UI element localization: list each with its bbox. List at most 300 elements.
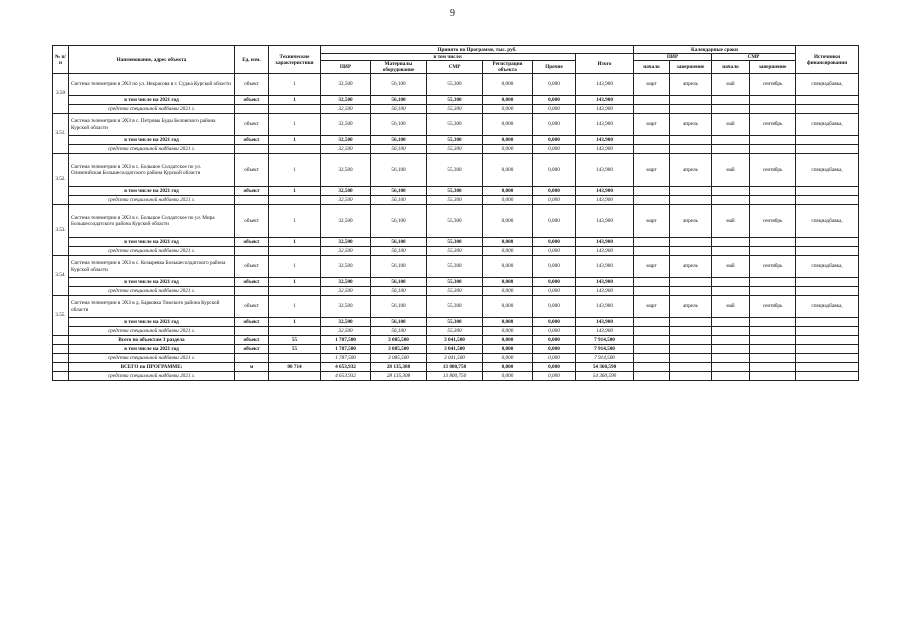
empty-cell <box>712 345 750 354</box>
empty-cell <box>796 145 859 154</box>
subtotal-label: в том числе на 2021 год <box>69 278 235 287</box>
subtotal-value: 0,000 <box>533 238 576 247</box>
empty-cell <box>750 96 796 105</box>
empty-cell <box>712 336 750 345</box>
empty-cell <box>796 354 859 363</box>
fund-value: 143,900 <box>576 145 634 154</box>
empty-cell <box>750 136 796 145</box>
page-number: 9 <box>450 8 455 19</box>
empty-cell <box>235 196 269 205</box>
smr-end-month: сентябрь <box>750 205 796 238</box>
pir-value: 32,500 <box>321 256 371 278</box>
empty-cell <box>670 238 712 247</box>
empty-cell <box>796 327 859 336</box>
total-value: 0,000 <box>483 345 533 354</box>
table-row-subtotal <box>53 238 859 247</box>
row-number: 3.51. <box>53 114 69 154</box>
pir-start-month: март <box>634 256 670 278</box>
empty-cell <box>634 363 670 372</box>
row-number: 3.52. <box>53 154 69 205</box>
empty-cell <box>235 105 269 114</box>
fund-value: 56,100 <box>371 105 427 114</box>
table-row-fund <box>53 105 859 114</box>
pir-value: 32,500 <box>321 74 371 96</box>
subtotal-value: 143,900 <box>576 278 634 287</box>
empty-cell <box>634 238 670 247</box>
table-row <box>53 114 859 136</box>
subtotal-value: 0,000 <box>533 136 576 145</box>
table-row <box>53 154 859 187</box>
empty-cell <box>796 105 859 114</box>
subtotal-value: 32,500 <box>321 187 371 196</box>
empty-cell <box>634 105 670 114</box>
empty-cell <box>712 372 750 381</box>
fund-value: 55,300 <box>427 145 483 154</box>
pir-value: 32,500 <box>321 114 371 136</box>
subtotal-value: 143,900 <box>576 238 634 247</box>
header-pir-end: завершение <box>670 61 712 74</box>
total-label: Всего по объектам 3 раздела <box>69 336 235 345</box>
empty-cell <box>796 187 859 196</box>
header-smr-end: завершение <box>750 61 796 74</box>
empty-cell <box>269 145 321 154</box>
empty-cell <box>712 318 750 327</box>
empty-cell <box>269 327 321 336</box>
total-label: в том числе на 2021 год <box>69 345 235 354</box>
tech-cell: 1 <box>269 74 321 96</box>
empty-cell <box>750 363 796 372</box>
total-value: 143,900 <box>576 256 634 278</box>
empty-cell <box>750 287 796 296</box>
table-row-total <box>53 363 859 372</box>
header-including: в том числе: <box>321 54 576 61</box>
empty-cell <box>750 145 796 154</box>
smr-value: 55,300 <box>427 296 483 318</box>
empty-cell <box>796 287 859 296</box>
empty-cell <box>634 187 670 196</box>
header-calendar: Календарные сроки <box>634 46 796 54</box>
subtotal-value: 32,500 <box>321 278 371 287</box>
smr-start-month: май <box>712 154 750 187</box>
empty-cell <box>796 363 859 372</box>
total-value: 4 653,932 <box>321 363 371 372</box>
unit-cell: объект <box>235 278 269 287</box>
total-value: 54 360,590 <box>576 372 634 381</box>
empty-cell <box>634 318 670 327</box>
row-number: 3.53. <box>53 205 69 256</box>
object-name: Система телеметрии в ЭХЗ по ул. Некрасова в г. Суджа Курской области <box>69 74 235 96</box>
total-label: ВСЕГО по ПРОГРАММЕ: <box>69 363 235 372</box>
unit-cell: м <box>235 363 269 372</box>
tech-cell <box>269 354 321 363</box>
total-value: 3 085,500 <box>371 336 427 345</box>
subtotal-label: в том числе на 2021 год <box>69 187 235 196</box>
unit-cell: объект <box>235 238 269 247</box>
empty-cell <box>670 187 712 196</box>
header-registration: Регистрация объекта <box>483 61 533 74</box>
subtotal-value: 55,300 <box>427 96 483 105</box>
subtotal-value: 56,100 <box>371 278 427 287</box>
materials-value: 56,100 <box>371 114 427 136</box>
smr-value: 55,300 <box>427 256 483 278</box>
fund-value: 32,500 <box>321 327 371 336</box>
unit-cell <box>235 354 269 363</box>
unit-cell: объект <box>235 74 269 96</box>
empty-cell <box>712 287 750 296</box>
pir-start-month: март <box>634 205 670 238</box>
row-number: 3.54. <box>53 256 69 296</box>
header-smr: СМР <box>427 61 483 74</box>
fund-value: 0,000 <box>533 287 576 296</box>
total-value: 3 041,500 <box>427 336 483 345</box>
object-name: Система телеметрии в ЭХЗ в с. Петровы Буды Беловского района Курской области <box>69 114 235 136</box>
row-number: 3.50 <box>53 74 69 114</box>
unit-cell: объект <box>235 136 269 145</box>
fund-value: 0,000 <box>533 327 576 336</box>
total-value: 28 135,308 <box>371 363 427 372</box>
table-row <box>53 256 859 278</box>
empty-cell <box>634 96 670 105</box>
empty-cell <box>634 327 670 336</box>
empty-cell <box>750 318 796 327</box>
empty-cell <box>712 354 750 363</box>
smr-end-month: сентябрь <box>750 114 796 136</box>
empty-cell <box>670 345 712 354</box>
empty-cell <box>235 327 269 336</box>
tech-cell: 1 <box>269 238 321 247</box>
table-row-fund <box>53 247 859 256</box>
fund-value: 0,000 <box>533 196 576 205</box>
materials-value: 56,100 <box>371 296 427 318</box>
header-tech: Технические характеристики <box>269 46 321 74</box>
unit-cell: объект <box>235 345 269 354</box>
object-name: Система телеметрии в ЭХЗ в с. Козыревка Большесолдатского района Курской области <box>69 256 235 278</box>
other-value: 0,000 <box>533 256 576 278</box>
table-row-total <box>53 336 859 345</box>
pir-end-month: апрель <box>670 256 712 278</box>
subtotal-value: 56,100 <box>371 187 427 196</box>
total-value: 0,000 <box>533 336 576 345</box>
table-row-fund <box>53 287 859 296</box>
tech-cell: 1 <box>269 296 321 318</box>
empty-cell <box>235 145 269 154</box>
empty-cell <box>53 363 69 372</box>
empty-cell <box>712 136 750 145</box>
pir-end-month: апрель <box>670 154 712 187</box>
total-value: 143,900 <box>576 154 634 187</box>
unit-cell: объект <box>235 154 269 187</box>
other-value: 0,000 <box>533 114 576 136</box>
empty-cell <box>750 327 796 336</box>
total-value: 54 360,590 <box>576 363 634 372</box>
empty-cell <box>750 354 796 363</box>
table-row-subtotal <box>53 187 859 196</box>
fund-value: 55,300 <box>427 196 483 205</box>
table-row <box>53 296 859 318</box>
subtotal-value: 32,500 <box>321 318 371 327</box>
subtotal-value: 55,300 <box>427 238 483 247</box>
registration-value: 0,000 <box>483 114 533 136</box>
other-value: 0,000 <box>533 296 576 318</box>
header-cal-pir: ПИР <box>634 54 712 61</box>
other-value: 0,000 <box>533 205 576 238</box>
table-row-subtotal <box>53 96 859 105</box>
total-value: 143,900 <box>576 296 634 318</box>
header-other: Прочие <box>533 61 576 74</box>
subtotal-value: 32,500 <box>321 238 371 247</box>
unit-cell: объект <box>235 205 269 238</box>
subtotal-label: в том числе на 2021 год <box>69 318 235 327</box>
empty-cell <box>235 247 269 256</box>
empty-cell <box>750 247 796 256</box>
pir-end-month: апрель <box>670 205 712 238</box>
empty-cell <box>750 238 796 247</box>
empty-cell <box>796 238 859 247</box>
header-smr-start: начало <box>712 61 750 74</box>
header-num: № п/п <box>53 46 69 74</box>
smr-value: 55,300 <box>427 114 483 136</box>
total-value: 3 041,500 <box>427 354 483 363</box>
subtotal-value: 32,500 <box>321 136 371 145</box>
empty-cell <box>796 136 859 145</box>
subtotal-value: 0,000 <box>533 96 576 105</box>
subtotal-value: 143,900 <box>576 318 634 327</box>
total-value: 1 787,500 <box>321 354 371 363</box>
pir-value: 32,500 <box>321 205 371 238</box>
funding-source: спецнадбавка, <box>796 154 859 187</box>
fund-value: 55,300 <box>427 105 483 114</box>
unit-cell: объект <box>235 96 269 105</box>
header-unit: Ед. изм. <box>235 46 269 74</box>
fund-label: средства специальной надбавки 2021 г. <box>69 196 235 205</box>
empty-cell <box>670 363 712 372</box>
fund-value: 56,100 <box>371 327 427 336</box>
fund-value: 143,900 <box>576 196 634 205</box>
fund-value: 56,100 <box>371 287 427 296</box>
fund-value: 0,000 <box>483 145 533 154</box>
empty-cell <box>670 336 712 345</box>
empty-cell <box>796 278 859 287</box>
tech-cell: 1 <box>269 256 321 278</box>
fund-value: 55,300 <box>427 247 483 256</box>
header-cal-smr: СМР <box>712 54 796 61</box>
subtotal-value: 55,300 <box>427 136 483 145</box>
object-name: Система телеметрии в ЭХЗ в д. Барковка Тимского района Курской области <box>69 296 235 318</box>
table-row-fund <box>53 145 859 154</box>
unit-cell: объект <box>235 336 269 345</box>
materials-value: 56,100 <box>371 74 427 96</box>
pir-value: 32,500 <box>321 154 371 187</box>
subtotal-value: 0,000 <box>483 187 533 196</box>
empty-cell <box>634 345 670 354</box>
empty-cell <box>796 196 859 205</box>
fund-value: 32,500 <box>321 287 371 296</box>
empty-cell <box>269 287 321 296</box>
smr-start-month: май <box>712 74 750 96</box>
smr-end-month: сентябрь <box>750 256 796 278</box>
total-value: 0,000 <box>533 345 576 354</box>
total-value: 143,900 <box>576 114 634 136</box>
tech-cell: 1 <box>269 114 321 136</box>
other-value: 0,000 <box>533 74 576 96</box>
fund-label: средства специальной надбавки 2021 г. <box>69 327 235 336</box>
tech-cell: 1 <box>269 318 321 327</box>
pir-value: 32,500 <box>321 296 371 318</box>
subtotal-value: 143,900 <box>576 187 634 196</box>
empty-cell <box>796 372 859 381</box>
subtotal-value: 0,000 <box>483 278 533 287</box>
empty-cell <box>712 105 750 114</box>
empty-cell <box>750 278 796 287</box>
unit-cell: объект <box>235 318 269 327</box>
smr-end-month: сентябрь <box>750 74 796 96</box>
fund-value: 56,100 <box>371 247 427 256</box>
funding-source: спецнадбавка, <box>796 256 859 278</box>
table-row <box>53 74 859 96</box>
smr-end-month: сентябрь <box>750 296 796 318</box>
table-row-fund <box>53 196 859 205</box>
table-row-fund <box>53 327 859 336</box>
tech-cell: 1 <box>269 187 321 196</box>
empty-cell <box>670 247 712 256</box>
fund-value: 143,900 <box>576 327 634 336</box>
header-materials: Материалы оборудование <box>371 61 427 74</box>
total-value: 7 914,500 <box>576 345 634 354</box>
fund-value: 32,500 <box>321 196 371 205</box>
pir-end-month: апрель <box>670 74 712 96</box>
empty-cell <box>670 136 712 145</box>
total-value: 3 085,500 <box>371 345 427 354</box>
materials-value: 56,100 <box>371 154 427 187</box>
smr-value: 55,300 <box>427 205 483 238</box>
fund-value: 0,000 <box>483 327 533 336</box>
empty-cell <box>670 105 712 114</box>
empty-cell <box>796 336 859 345</box>
empty-cell <box>670 145 712 154</box>
fund-value: 56,100 <box>371 196 427 205</box>
funding-source: спецнадбавка, <box>796 74 859 96</box>
header-program: Принято по Программе, тыс. руб. <box>321 46 634 54</box>
total-value: 1 787,500 <box>321 345 371 354</box>
fund-value: 0,000 <box>483 247 533 256</box>
empty-cell <box>670 372 712 381</box>
registration-value: 0,000 <box>483 74 533 96</box>
registration-value: 0,000 <box>483 205 533 238</box>
table-row-subtotal <box>53 278 859 287</box>
empty-cell <box>712 363 750 372</box>
pir-start-month: март <box>634 154 670 187</box>
fund-label: средства специальной надбавки 2021 г. <box>69 145 235 154</box>
registration-value: 0,000 <box>483 154 533 187</box>
empty-cell <box>634 354 670 363</box>
header-total: Итого <box>576 54 634 74</box>
tech-cell: 55 <box>269 345 321 354</box>
tech-cell: 1 <box>269 205 321 238</box>
fund-value: 55,300 <box>427 287 483 296</box>
empty-cell <box>269 247 321 256</box>
empty-cell <box>670 354 712 363</box>
total-value: 3 041,500 <box>427 345 483 354</box>
fund-value: 56,100 <box>371 145 427 154</box>
fund-value: 0,000 <box>533 247 576 256</box>
subtotal-value: 143,900 <box>576 136 634 145</box>
subtotal-value: 0,000 <box>483 96 533 105</box>
empty-cell <box>796 345 859 354</box>
empty-cell <box>750 372 796 381</box>
empty-cell <box>750 196 796 205</box>
tech-cell <box>269 372 321 381</box>
fund-value: 0,000 <box>483 105 533 114</box>
other-value: 0,000 <box>533 154 576 187</box>
total-value: 13 800,750 <box>427 363 483 372</box>
subtotal-label: в том числе на 2021 год <box>69 136 235 145</box>
fund-value: 32,500 <box>321 105 371 114</box>
fund-value: 32,500 <box>321 247 371 256</box>
table-row <box>53 205 859 238</box>
fund-value: 0,000 <box>533 145 576 154</box>
fund-label: средства специальной надбавки 2021 г. <box>69 105 235 114</box>
subtotal-value: 32,500 <box>321 96 371 105</box>
fund-value: 143,900 <box>576 287 634 296</box>
tech-cell: 1 <box>269 154 321 187</box>
empty-cell <box>750 187 796 196</box>
subtotal-value: 143,900 <box>576 96 634 105</box>
unit-cell: объект <box>235 256 269 278</box>
unit-cell: объект <box>235 296 269 318</box>
table-row-total <box>53 372 859 381</box>
empty-cell <box>712 196 750 205</box>
fund-value: 0,000 <box>533 105 576 114</box>
empty-cell <box>750 336 796 345</box>
fund-label: средства специальной надбавки 2021 г. <box>69 287 235 296</box>
subtotal-value: 0,000 <box>533 318 576 327</box>
empty-cell <box>235 287 269 296</box>
pir-end-month: апрель <box>670 296 712 318</box>
funding-source: спецнадбавка, <box>796 296 859 318</box>
subtotal-value: 56,100 <box>371 96 427 105</box>
program-table <box>52 45 859 381</box>
empty-cell <box>634 278 670 287</box>
tech-cell: 1 <box>269 96 321 105</box>
table-row-total <box>53 345 859 354</box>
subtotal-value: 55,300 <box>427 278 483 287</box>
empty-cell <box>634 287 670 296</box>
subtotal-value: 56,100 <box>371 318 427 327</box>
total-label: средства специальной надбавки 2021 г. <box>69 372 235 381</box>
total-value: 0,000 <box>533 363 576 372</box>
empty-cell <box>670 318 712 327</box>
total-value: 28 135,308 <box>371 372 427 381</box>
materials-value: 56,100 <box>371 205 427 238</box>
pir-start-month: март <box>634 296 670 318</box>
header-name: Наименование, адрес объекта <box>69 46 235 74</box>
subtotal-value: 0,000 <box>483 238 533 247</box>
table-row-subtotal <box>53 136 859 145</box>
total-value: 0,000 <box>533 354 576 363</box>
funding-source: спецнадбавка, <box>796 114 859 136</box>
smr-start-month: май <box>712 296 750 318</box>
empty-cell <box>712 96 750 105</box>
empty-cell <box>269 196 321 205</box>
table-row-subtotal <box>53 318 859 327</box>
fund-value: 55,300 <box>427 327 483 336</box>
fund-label: средства специальной надбавки 2021 г. <box>69 247 235 256</box>
empty-cell <box>53 372 69 381</box>
empty-cell <box>750 345 796 354</box>
empty-cell <box>712 187 750 196</box>
empty-cell <box>634 247 670 256</box>
subtotal-label: в том числе на 2021 год <box>69 96 235 105</box>
